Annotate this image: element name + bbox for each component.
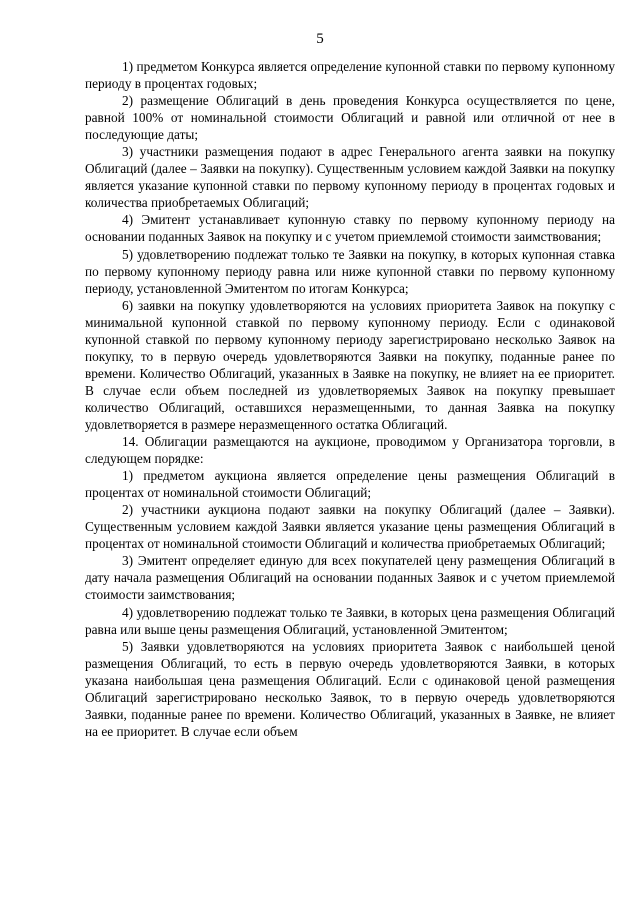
paragraph-contest-subject: 1) предметом Конкурса является определение купонной ставки по первому купонному периоду в процентах годовых; <box>85 59 615 92</box>
page-number: 5 <box>316 31 324 47</box>
paragraph-single-price: 3) Эмитент определяет единую для всех покупателей цену размещения Облигаций в дату начала размещения Облигаций на основании поданных Заявок и с учетом приемлемой стоимости заимствования; <box>85 553 615 603</box>
paragraph-auction-subject: 1) предметом аукциона является определение цены размещения Облигаций в процентах от номинальной стоимости Облигаций; <box>85 468 615 501</box>
paragraph-applications-satisfied: 5) удовлетворению подлежат только те Заявки на покупку, в которых купонная ставка по первому купонному периоду равна или ниже купонной ставки по первому купонному периоду, установленной Эмитентом по итогам Конкурса; <box>85 246 615 296</box>
paragraph-auction-applications: 2) участники аукциона подают заявки на покупку Облигаций (далее – Заявки). Существенным условием каждой Заявки является указание цены размещения Облигаций в процентах от номинальной стоимости Облигаций и количества приобретаемых Облигаций; <box>85 502 615 552</box>
paragraph-applications-priority: 6) заявки на покупку удовлетворяются на условиях приоритета Заявок на покупку с минимальной купонной ставкой по первому купонному периоду. Если с одинаковой купонной ставкой по первому купонному периоду зарегистрировано несколько Заявок на покупку, то в первую очередь удовлетворяются Заявки на покупку, поданные ранее по времени. Количество Облигаций, указанных в Заявке на покупку, не влияет на ее приоритет. В случае если объем последней из удовлетворяемых Заявок на покупку превышает количество Облигаций, оставшихся неразмещенными, то данная Заявка на покупку удовлетворяется в размере неразмещенного остатка Облигаций. <box>85 297 615 432</box>
paragraph-item-14-auction: 14. Облигации размещаются на аукционе, проводимом у Организатора торговли, в следующем порядке: <box>85 434 615 467</box>
document-body <box>85 58 615 740</box>
paragraph-auction-priority: 5) Заявки удовлетворяются на условиях приоритета Заявок с наибольшей ценой размещения Облигаций, то есть в первую очередь удовлетворяются Заявки, в которых указана наибольшая цена размещения Облигаций. Если с одинаковой ценой размещения Облигаций зарегистрировано несколько Заявок, то в первую очередь удовлетворяются Заявки, поданные ранее по времени. Количество Облигаций, указанных в Заявке, не влияет на ее приоритет. В случае если объем <box>85 638 615 739</box>
paragraph-purchase-applications: 3) участники размещения подают в адрес Генерального агента заявки на покупку Облигаций (далее – Заявки на покупку). Существенным условием каждой Заявки на покупку является указание купонной ставки по первому купонному периоду в процентах годовых и количества приобретаемых Облигаций; <box>85 144 615 211</box>
paragraph-placement-price: 2) размещение Облигаций в день проведения Конкурса осуществляется по цене, равной 100% от номинальной стоимости Облигаций и равной или отличной от нее в последующие даты; <box>85 93 615 143</box>
paragraph-auction-satisfied: 4) удовлетворению подлежат только те Заявки, в которых цена размещения Облигаций равна или выше цены размещения Облигаций, установленной Эмитентом; <box>85 604 615 637</box>
paragraph-coupon-rate-setting: 4) Эмитент устанавливает купонную ставку по первому купонному периоду на основании поданных Заявок на покупку и с учетом приемлемой стоимости заимствования; <box>85 212 615 245</box>
